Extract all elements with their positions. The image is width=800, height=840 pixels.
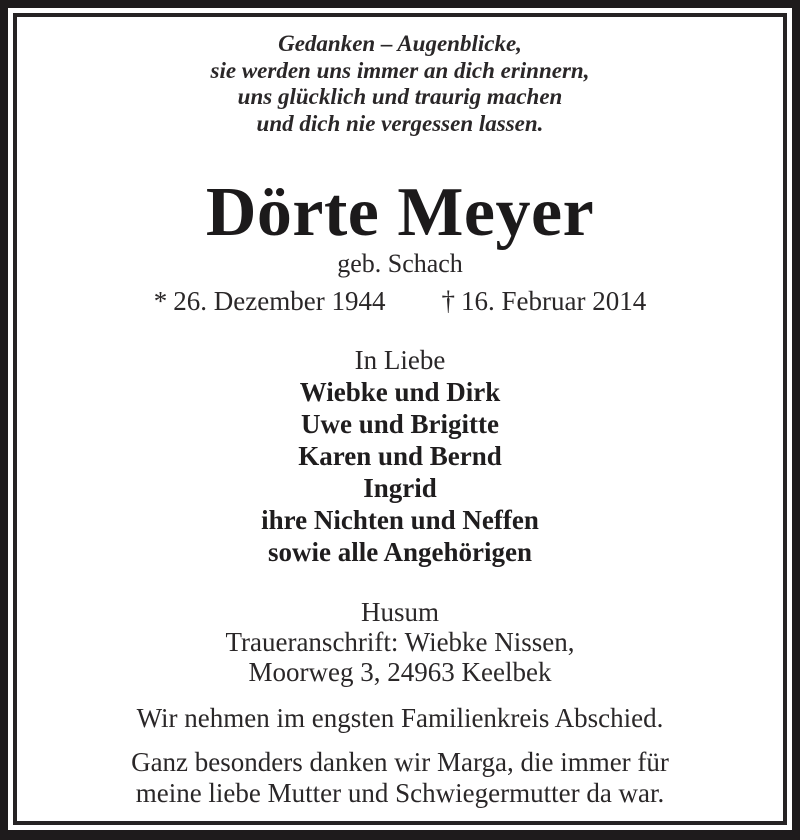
obituary-notice (17, 17, 783, 821)
inner-border (13, 13, 787, 825)
mourner: Karen und Bernd (298, 441, 502, 471)
mourners-lead: In Liebe (354, 345, 446, 375)
poem-line: und dich nie vergessen lassen. (256, 110, 544, 136)
death-date-group (441, 285, 646, 317)
mourning-address (17, 597, 783, 687)
birth-date: 26. Dezember 1944 (173, 286, 386, 316)
thanks-note (17, 747, 783, 809)
memorial-poem (17, 31, 783, 137)
mourner: Wiebke und Dirk (299, 377, 501, 407)
poem-line: sie werden uns immer an dich erinnern, (210, 57, 590, 83)
thanks-line: meine liebe Mutter und Schwiegermutter da war. (135, 778, 665, 808)
address-line: Traueranschrift: Wiebke Nissen, (225, 627, 575, 657)
birth-date-group (154, 285, 386, 317)
life-dates (17, 285, 783, 317)
maiden-name: geb. Schach (337, 249, 463, 278)
address-line: Moorweg 3, 24963 Keelbek (248, 657, 552, 687)
outer-frame (8, 8, 792, 830)
poem-line: uns glücklich und traurig machen (237, 84, 563, 109)
address-line: Husum (360, 597, 439, 627)
mourner: ihre Nichten und Neffen (261, 505, 539, 535)
deceased-name: Dörte Meyer (205, 174, 595, 251)
poem-line: Gedanken – Augenblicke, (278, 31, 522, 56)
mourner: Ingrid (363, 473, 437, 503)
mourner: Uwe und Brigitte (301, 409, 499, 439)
death-date: 16. Februar 2014 (460, 286, 647, 316)
farewell-note: Wir nehmen im engsten Familienkreis Abschied. (136, 703, 664, 733)
birth-star-icon: * (153, 286, 168, 316)
mourner: sowie alle Angehörigen (268, 537, 532, 567)
mourners-list (17, 344, 783, 568)
cross-icon: † (441, 286, 455, 316)
thanks-line: Ganz besonders danken wir Marga, die immer für (131, 747, 669, 777)
